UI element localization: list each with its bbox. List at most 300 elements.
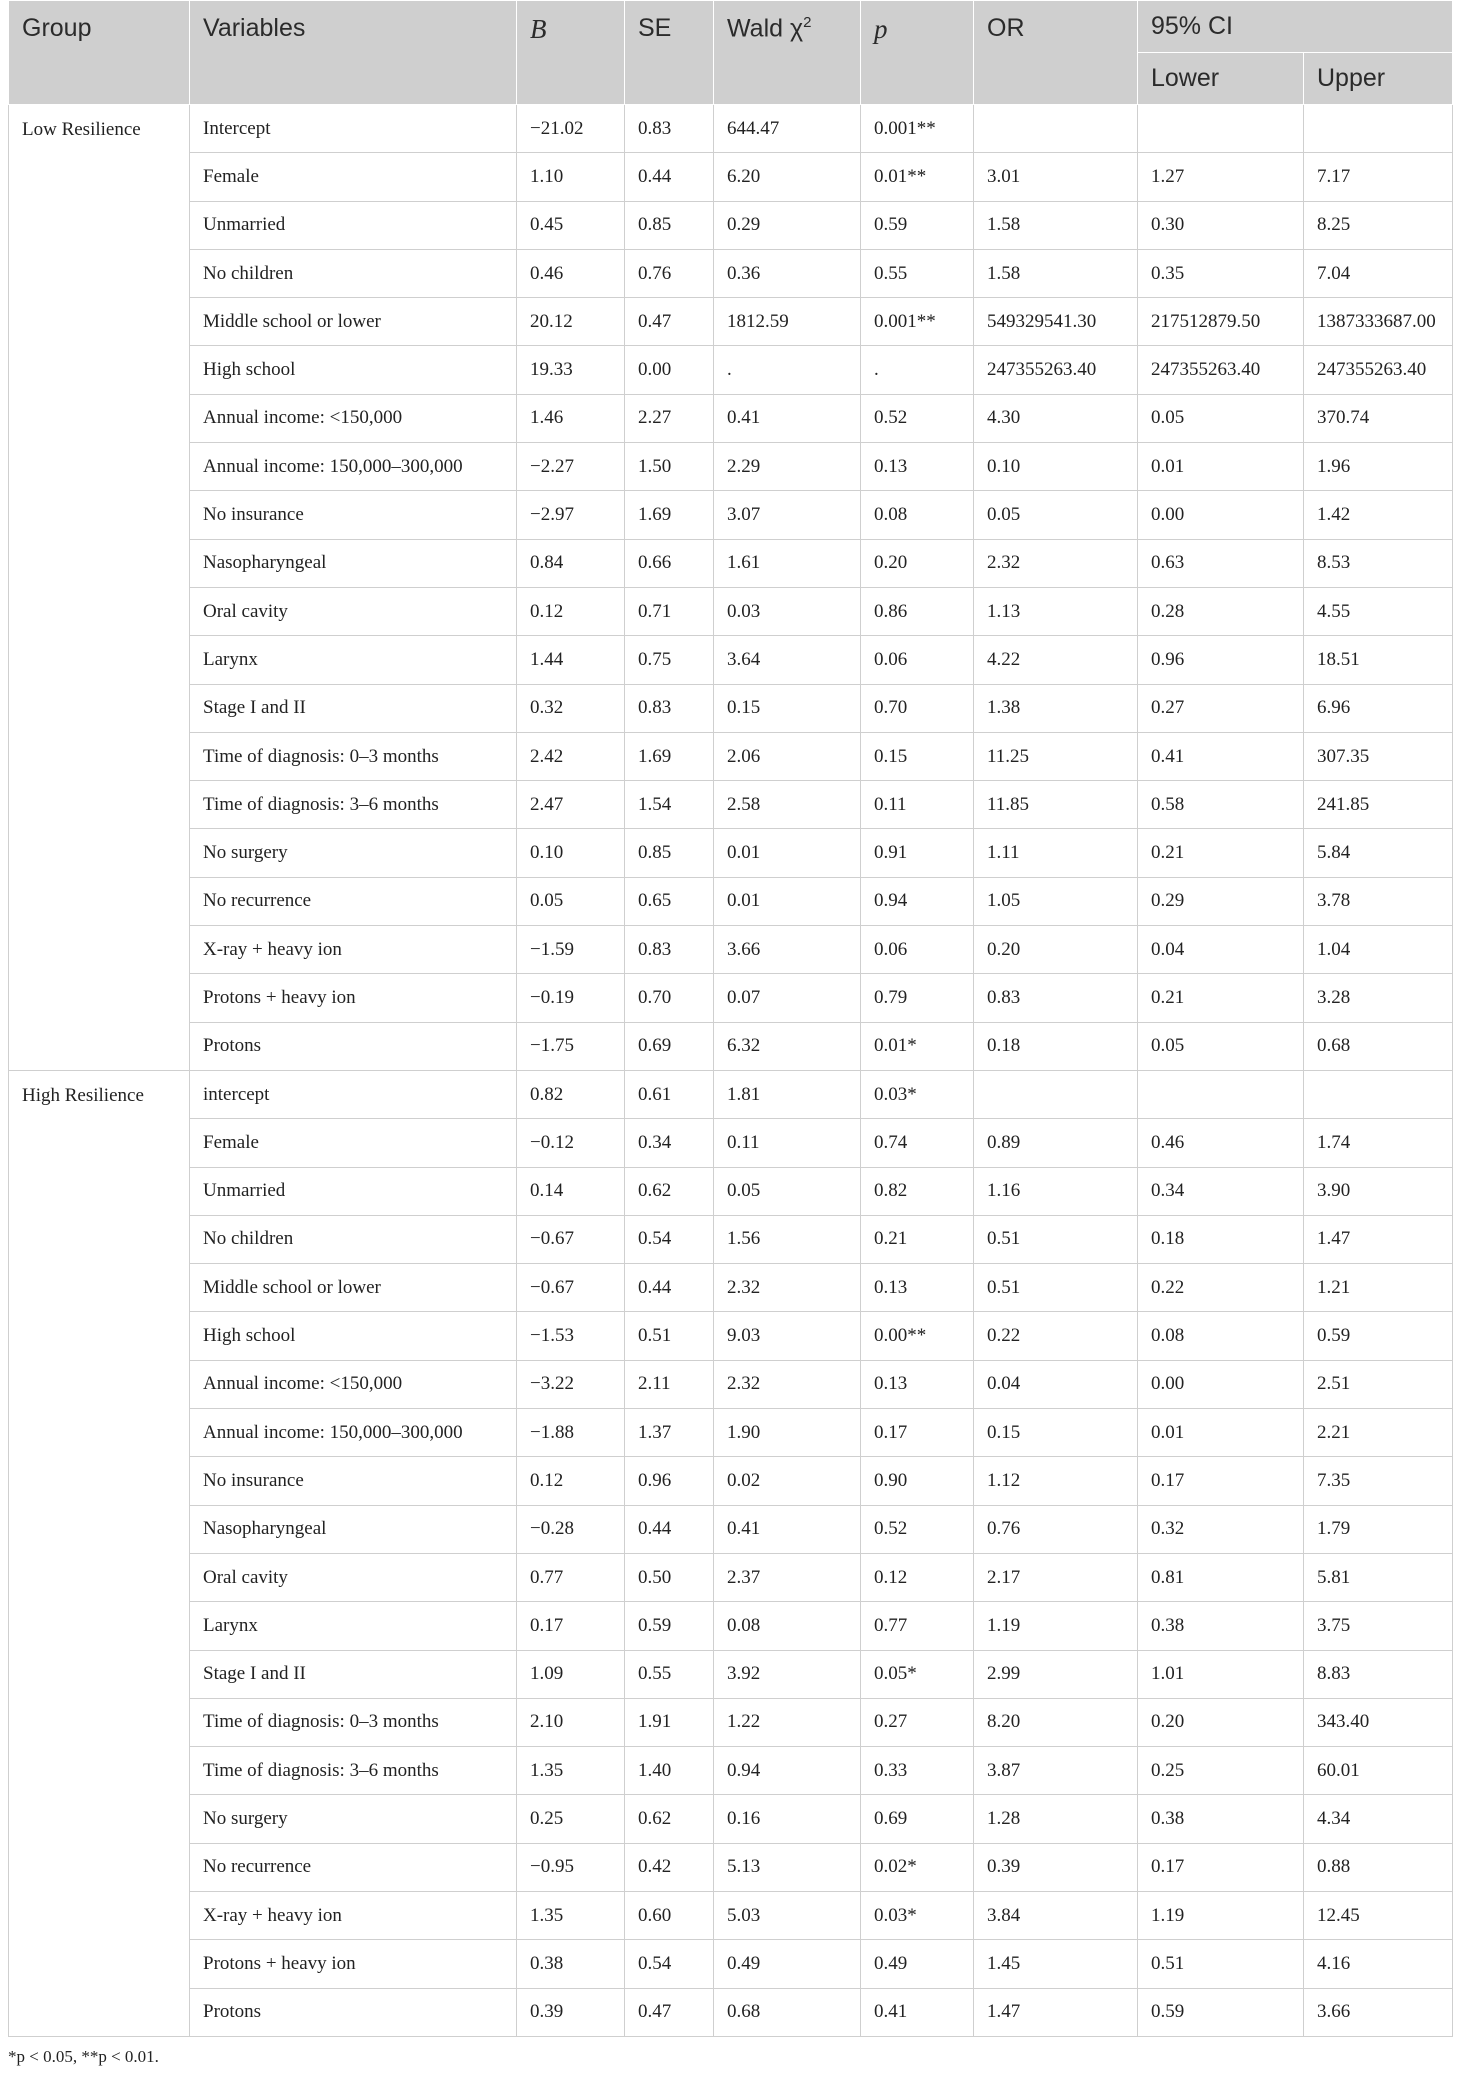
table-row	[9, 1022, 1453, 1070]
variable-cell: X-ray + heavy ion	[190, 1891, 517, 1939]
p-cell: 0.52	[861, 394, 974, 442]
ci-lower-cell: 0.38	[1138, 1602, 1304, 1650]
table-body	[9, 105, 1453, 2037]
or-cell: 1.58	[974, 249, 1138, 297]
or-cell: 0.83	[974, 974, 1138, 1022]
ci-lower-cell: 247355263.40	[1138, 346, 1304, 394]
ci-upper-cell: 7.04	[1304, 249, 1453, 297]
wald-cell: 0.02	[714, 1457, 861, 1505]
b-cell: −0.28	[517, 1505, 625, 1553]
table-row	[9, 1264, 1453, 1312]
ci-upper-cell: 4.55	[1304, 587, 1453, 635]
ci-lower-cell: 0.30	[1138, 201, 1304, 249]
variable-cell: Unmarried	[190, 1167, 517, 1215]
variable-cell: Protons	[190, 1022, 517, 1070]
b-cell: 1.09	[517, 1650, 625, 1698]
b-cell: 1.44	[517, 636, 625, 684]
table-row	[9, 1602, 1453, 1650]
ci-lower-cell: 0.29	[1138, 877, 1304, 925]
b-cell: −0.67	[517, 1215, 625, 1263]
ci-lower-cell: 0.18	[1138, 1215, 1304, 1263]
variable-cell: Annual income: 150,000–300,000	[190, 443, 517, 491]
p-cell: 0.41	[861, 1988, 974, 2036]
ci-upper-cell: 1.42	[1304, 491, 1453, 539]
se-cell: 0.83	[625, 684, 714, 732]
or-cell: 1.28	[974, 1795, 1138, 1843]
ci-lower-cell: 0.00	[1138, 491, 1304, 539]
table-row	[9, 346, 1453, 394]
table-row	[9, 201, 1453, 249]
se-cell: 1.69	[625, 732, 714, 780]
b-cell: 20.12	[517, 298, 625, 346]
ci-lower-cell: 0.96	[1138, 636, 1304, 684]
ci-upper-cell: 6.96	[1304, 684, 1453, 732]
ci-upper-cell: 7.17	[1304, 153, 1453, 201]
or-cell: 1.16	[974, 1167, 1138, 1215]
ci-upper-cell: 241.85	[1304, 781, 1453, 829]
wald-cell: 0.05	[714, 1167, 861, 1215]
se-cell: 0.66	[625, 539, 714, 587]
wald-cell: 6.32	[714, 1022, 861, 1070]
ci-upper-cell: 8.83	[1304, 1650, 1453, 1698]
se-cell: 0.69	[625, 1022, 714, 1070]
b-cell: −0.95	[517, 1843, 625, 1891]
ci-lower-cell: 0.46	[1138, 1119, 1304, 1167]
ci-upper-cell: 343.40	[1304, 1698, 1453, 1746]
p-cell: 0.05*	[861, 1650, 974, 1698]
table-row	[9, 298, 1453, 346]
p-cell: .	[861, 346, 974, 394]
p-cell: 0.17	[861, 1409, 974, 1457]
b-cell: −0.12	[517, 1119, 625, 1167]
ci-upper-cell: 18.51	[1304, 636, 1453, 684]
or-cell: 0.10	[974, 443, 1138, 491]
table-row	[9, 1795, 1453, 1843]
variable-cell: intercept	[190, 1070, 517, 1118]
or-cell: 0.51	[974, 1215, 1138, 1263]
wald-cell: 1.90	[714, 1409, 861, 1457]
b-cell: 0.12	[517, 1457, 625, 1505]
se-cell: 1.91	[625, 1698, 714, 1746]
variable-cell: High school	[190, 1312, 517, 1360]
header-se: SE	[625, 1, 714, 105]
or-cell: 1.47	[974, 1988, 1138, 2036]
table-row	[9, 1891, 1453, 1939]
ci-lower-cell: 0.58	[1138, 781, 1304, 829]
variable-cell: Oral cavity	[190, 587, 517, 635]
b-cell: 0.38	[517, 1940, 625, 1988]
variable-cell: Protons + heavy ion	[190, 1940, 517, 1988]
p-cell: 0.001**	[861, 105, 974, 153]
p-cell: 0.13	[861, 443, 974, 491]
ci-lower-cell: 0.34	[1138, 1167, 1304, 1215]
ci-upper-cell: 3.28	[1304, 974, 1453, 1022]
wald-cell: 3.66	[714, 926, 861, 974]
table-row	[9, 1940, 1453, 1988]
se-cell: 1.50	[625, 443, 714, 491]
table-row	[9, 1650, 1453, 1698]
ci-lower-cell: 0.05	[1138, 394, 1304, 442]
wald-cell: 2.32	[714, 1360, 861, 1408]
ci-upper-cell: 2.51	[1304, 1360, 1453, 1408]
se-cell: 0.60	[625, 1891, 714, 1939]
or-cell: 0.76	[974, 1505, 1138, 1553]
wald-cell: 0.49	[714, 1940, 861, 1988]
header-b: B	[517, 1, 625, 105]
or-cell: 0.05	[974, 491, 1138, 539]
or-cell: 0.15	[974, 1409, 1138, 1457]
p-cell: 0.59	[861, 201, 974, 249]
ci-upper-cell: 247355263.40	[1304, 346, 1453, 394]
or-cell: 0.20	[974, 926, 1138, 974]
regression-table-container	[8, 0, 1452, 2067]
or-cell: 2.32	[974, 539, 1138, 587]
b-cell: −1.53	[517, 1312, 625, 1360]
or-cell: 1.19	[974, 1602, 1138, 1650]
wald-cell: 3.64	[714, 636, 861, 684]
ci-lower-cell: 0.04	[1138, 926, 1304, 974]
table-row	[9, 1360, 1453, 1408]
ci-lower-cell: 0.27	[1138, 684, 1304, 732]
ci-upper-cell: 3.78	[1304, 877, 1453, 925]
wald-cell: 2.37	[714, 1553, 861, 1601]
wald-cell: 3.07	[714, 491, 861, 539]
p-cell: 0.12	[861, 1553, 974, 1601]
variable-cell: No surgery	[190, 1795, 517, 1843]
p-cell: 0.00**	[861, 1312, 974, 1360]
table-row	[9, 1988, 1453, 2036]
b-cell: 0.46	[517, 249, 625, 297]
ci-lower-cell	[1138, 105, 1304, 153]
se-cell: 0.42	[625, 1843, 714, 1891]
table-row	[9, 1457, 1453, 1505]
variable-cell: No insurance	[190, 1457, 517, 1505]
variable-cell: Time of diagnosis: 3–6 months	[190, 1747, 517, 1795]
table-row	[9, 636, 1453, 684]
p-cell: 0.20	[861, 539, 974, 587]
ci-lower-cell: 0.21	[1138, 974, 1304, 1022]
p-cell: 0.01**	[861, 153, 974, 201]
table-row	[9, 1698, 1453, 1746]
or-cell: 1.45	[974, 1940, 1138, 1988]
table-row	[9, 539, 1453, 587]
ci-upper-cell: 3.90	[1304, 1167, 1453, 1215]
variable-cell: No insurance	[190, 491, 517, 539]
ci-lower-cell: 0.51	[1138, 1940, 1304, 1988]
p-cell: 0.06	[861, 636, 974, 684]
wald-cell: 0.41	[714, 394, 861, 442]
ci-upper-cell: 12.45	[1304, 1891, 1453, 1939]
wald-cell: 2.58	[714, 781, 861, 829]
variable-cell: Intercept	[190, 105, 517, 153]
p-cell: 0.13	[861, 1360, 974, 1408]
or-cell: 1.12	[974, 1457, 1138, 1505]
p-cell: 0.74	[861, 1119, 974, 1167]
wald-cell: 1.22	[714, 1698, 861, 1746]
b-cell: 2.42	[517, 732, 625, 780]
variable-cell: Protons	[190, 1988, 517, 2036]
variable-cell: High school	[190, 346, 517, 394]
variable-cell: Female	[190, 153, 517, 201]
se-cell: 0.71	[625, 587, 714, 635]
se-cell: 0.00	[625, 346, 714, 394]
p-cell: 0.82	[861, 1167, 974, 1215]
ci-upper-cell: 4.34	[1304, 1795, 1453, 1843]
wald-cell: 0.36	[714, 249, 861, 297]
se-cell: 1.37	[625, 1409, 714, 1457]
or-cell: 0.51	[974, 1264, 1138, 1312]
variable-cell: Larynx	[190, 636, 517, 684]
or-cell: 3.84	[974, 1891, 1138, 1939]
wald-cell: 1.81	[714, 1070, 861, 1118]
ci-lower-cell: 1.27	[1138, 153, 1304, 201]
ci-upper-cell: 0.68	[1304, 1022, 1453, 1070]
group-label: Low Resilience	[9, 105, 190, 1071]
ci-lower-cell: 0.00	[1138, 1360, 1304, 1408]
ci-lower-cell: 0.20	[1138, 1698, 1304, 1746]
b-cell: −1.88	[517, 1409, 625, 1457]
ci-lower-cell: 0.41	[1138, 732, 1304, 780]
variable-cell: No children	[190, 1215, 517, 1263]
or-cell	[974, 105, 1138, 153]
se-cell: 0.59	[625, 1602, 714, 1650]
se-cell: 0.62	[625, 1167, 714, 1215]
variable-cell: No recurrence	[190, 877, 517, 925]
ci-lower-cell: 1.01	[1138, 1650, 1304, 1698]
variable-cell: X-ray + heavy ion	[190, 926, 517, 974]
p-cell: 0.03*	[861, 1070, 974, 1118]
table-row	[9, 1553, 1453, 1601]
p-cell: 0.94	[861, 877, 974, 925]
se-cell: 0.76	[625, 249, 714, 297]
ci-upper-cell: 5.81	[1304, 1553, 1453, 1601]
regression-table	[8, 0, 1453, 2037]
ci-upper-cell: 370.74	[1304, 394, 1453, 442]
b-cell: −0.67	[517, 1264, 625, 1312]
group-label: High Resilience	[9, 1070, 190, 2036]
wald-cell: 0.16	[714, 1795, 861, 1843]
ci-upper-cell: 1.74	[1304, 1119, 1453, 1167]
ci-lower-cell: 0.28	[1138, 587, 1304, 635]
ci-upper-cell: 3.75	[1304, 1602, 1453, 1650]
or-cell: 1.38	[974, 684, 1138, 732]
p-cell: 0.001**	[861, 298, 974, 346]
se-cell: 0.51	[625, 1312, 714, 1360]
wald-cell: .	[714, 346, 861, 394]
b-cell: 0.17	[517, 1602, 625, 1650]
table-row	[9, 249, 1453, 297]
p-cell: 0.91	[861, 829, 974, 877]
table-row	[9, 587, 1453, 635]
se-cell: 2.27	[625, 394, 714, 442]
table-row	[9, 1409, 1453, 1457]
or-cell: 1.58	[974, 201, 1138, 249]
b-cell: 0.32	[517, 684, 625, 732]
or-cell: 2.17	[974, 1553, 1138, 1601]
header-p: p	[861, 1, 974, 105]
b-cell: 0.82	[517, 1070, 625, 1118]
variable-cell: No recurrence	[190, 1843, 517, 1891]
p-cell: 0.90	[861, 1457, 974, 1505]
header-lower: Lower	[1138, 53, 1304, 105]
b-cell: −2.97	[517, 491, 625, 539]
p-cell: 0.70	[861, 684, 974, 732]
b-cell: 0.14	[517, 1167, 625, 1215]
ci-lower-cell: 0.17	[1138, 1843, 1304, 1891]
table-row	[9, 1119, 1453, 1167]
or-cell: 8.20	[974, 1698, 1138, 1746]
p-cell: 0.06	[861, 926, 974, 974]
or-cell: 3.01	[974, 153, 1138, 201]
variable-cell: Stage I and II	[190, 684, 517, 732]
ci-upper-cell: 8.25	[1304, 201, 1453, 249]
ci-lower-cell	[1138, 1070, 1304, 1118]
ci-upper-cell: 1.04	[1304, 926, 1453, 974]
footnote: *p < 0.05, **p < 0.01.	[8, 2046, 159, 2066]
ci-upper-cell	[1304, 1070, 1453, 1118]
wald-cell: 0.41	[714, 1505, 861, 1553]
table-row	[9, 926, 1453, 974]
or-cell: 0.39	[974, 1843, 1138, 1891]
table-row	[9, 153, 1453, 201]
b-cell: −0.19	[517, 974, 625, 1022]
b-cell: 0.39	[517, 1988, 625, 2036]
ci-upper-cell: 8.53	[1304, 539, 1453, 587]
ci-lower-cell: 0.01	[1138, 1409, 1304, 1457]
wald-cell: 1812.59	[714, 298, 861, 346]
table-row	[9, 443, 1453, 491]
wald-cell: 5.13	[714, 1843, 861, 1891]
table-row	[9, 1843, 1453, 1891]
variable-cell: Oral cavity	[190, 1553, 517, 1601]
se-cell: 1.69	[625, 491, 714, 539]
wald-cell: 1.56	[714, 1215, 861, 1263]
se-cell: 0.61	[625, 1070, 714, 1118]
table-row	[9, 1505, 1453, 1553]
ci-lower-cell: 0.25	[1138, 1747, 1304, 1795]
wald-cell: 6.20	[714, 153, 861, 201]
ci-lower-cell: 0.17	[1138, 1457, 1304, 1505]
wald-cell: 2.32	[714, 1264, 861, 1312]
variable-cell: Annual income: 150,000–300,000	[190, 1409, 517, 1457]
ci-lower-cell: 0.32	[1138, 1505, 1304, 1553]
se-cell: 0.83	[625, 926, 714, 974]
b-cell: −3.22	[517, 1360, 625, 1408]
or-cell: 1.05	[974, 877, 1138, 925]
variable-cell: Annual income: <150,000	[190, 1360, 517, 1408]
se-cell: 0.83	[625, 105, 714, 153]
p-cell: 0.01*	[861, 1022, 974, 1070]
or-cell: 11.25	[974, 732, 1138, 780]
p-cell: 0.69	[861, 1795, 974, 1843]
se-cell: 0.65	[625, 877, 714, 925]
ci-lower-cell: 1.19	[1138, 1891, 1304, 1939]
or-cell: 247355263.40	[974, 346, 1138, 394]
table-row	[9, 1747, 1453, 1795]
se-cell: 0.50	[625, 1553, 714, 1601]
header-wald: Wald $\chi^2$	[714, 1, 861, 105]
ci-upper-cell	[1304, 105, 1453, 153]
ci-upper-cell: 0.59	[1304, 1312, 1453, 1360]
se-cell: 2.11	[625, 1360, 714, 1408]
wald-cell: 644.47	[714, 105, 861, 153]
table-row	[9, 684, 1453, 732]
table-row	[9, 1312, 1453, 1360]
variable-cell: Time of diagnosis: 0–3 months	[190, 732, 517, 780]
b-cell: 1.35	[517, 1747, 625, 1795]
wald-cell: 9.03	[714, 1312, 861, 1360]
variable-cell: Annual income: <150,000	[190, 394, 517, 442]
wald-cell: 1.61	[714, 539, 861, 587]
b-cell: −2.27	[517, 443, 625, 491]
p-cell: 0.21	[861, 1215, 974, 1263]
se-cell: 1.54	[625, 781, 714, 829]
ci-lower-cell: 0.05	[1138, 1022, 1304, 1070]
ci-upper-cell: 3.66	[1304, 1988, 1453, 2036]
table-row	[9, 829, 1453, 877]
header-or: OR	[974, 1, 1138, 105]
table-row	[9, 732, 1453, 780]
ci-lower-cell: 0.63	[1138, 539, 1304, 587]
ci-lower-cell: 0.35	[1138, 249, 1304, 297]
or-cell: 0.22	[974, 1312, 1138, 1360]
table-row	[9, 1215, 1453, 1263]
se-cell: 0.54	[625, 1940, 714, 1988]
b-cell: 1.35	[517, 1891, 625, 1939]
wald-cell: 2.29	[714, 443, 861, 491]
variable-cell: No children	[190, 249, 517, 297]
or-cell: 1.13	[974, 587, 1138, 635]
ci-lower-cell: 0.81	[1138, 1553, 1304, 1601]
b-cell: −1.59	[517, 926, 625, 974]
or-cell: 1.11	[974, 829, 1138, 877]
variable-cell: Unmarried	[190, 201, 517, 249]
wald-cell: 0.01	[714, 829, 861, 877]
b-cell: 0.77	[517, 1553, 625, 1601]
header-upper: Upper	[1304, 53, 1453, 105]
wald-cell: 2.06	[714, 732, 861, 780]
ci-lower-cell: 0.08	[1138, 1312, 1304, 1360]
p-cell: 0.79	[861, 974, 974, 1022]
se-cell: 0.55	[625, 1650, 714, 1698]
p-cell: 0.52	[861, 1505, 974, 1553]
variable-cell: Female	[190, 1119, 517, 1167]
wald-cell: 0.94	[714, 1747, 861, 1795]
or-cell: 4.22	[974, 636, 1138, 684]
ci-lower-cell: 0.22	[1138, 1264, 1304, 1312]
or-cell: 549329541.30	[974, 298, 1138, 346]
variable-cell: Time of diagnosis: 3–6 months	[190, 781, 517, 829]
b-cell: 2.10	[517, 1698, 625, 1746]
ci-upper-cell: 5.84	[1304, 829, 1453, 877]
ci-upper-cell: 1.96	[1304, 443, 1453, 491]
b-cell: −21.02	[517, 105, 625, 153]
b-cell: 0.45	[517, 201, 625, 249]
b-cell: 1.46	[517, 394, 625, 442]
ci-upper-cell: 60.01	[1304, 1747, 1453, 1795]
b-cell: 0.12	[517, 587, 625, 635]
p-cell: 0.77	[861, 1602, 974, 1650]
p-cell: 0.33	[861, 1747, 974, 1795]
variable-cell: Time of diagnosis: 0–3 months	[190, 1698, 517, 1746]
wald-cell: 0.08	[714, 1602, 861, 1650]
se-cell: 1.40	[625, 1747, 714, 1795]
se-cell: 0.96	[625, 1457, 714, 1505]
p-cell: 0.15	[861, 732, 974, 780]
ci-lower-cell: 0.38	[1138, 1795, 1304, 1843]
or-cell: 3.87	[974, 1747, 1138, 1795]
table-header	[9, 1, 1453, 105]
